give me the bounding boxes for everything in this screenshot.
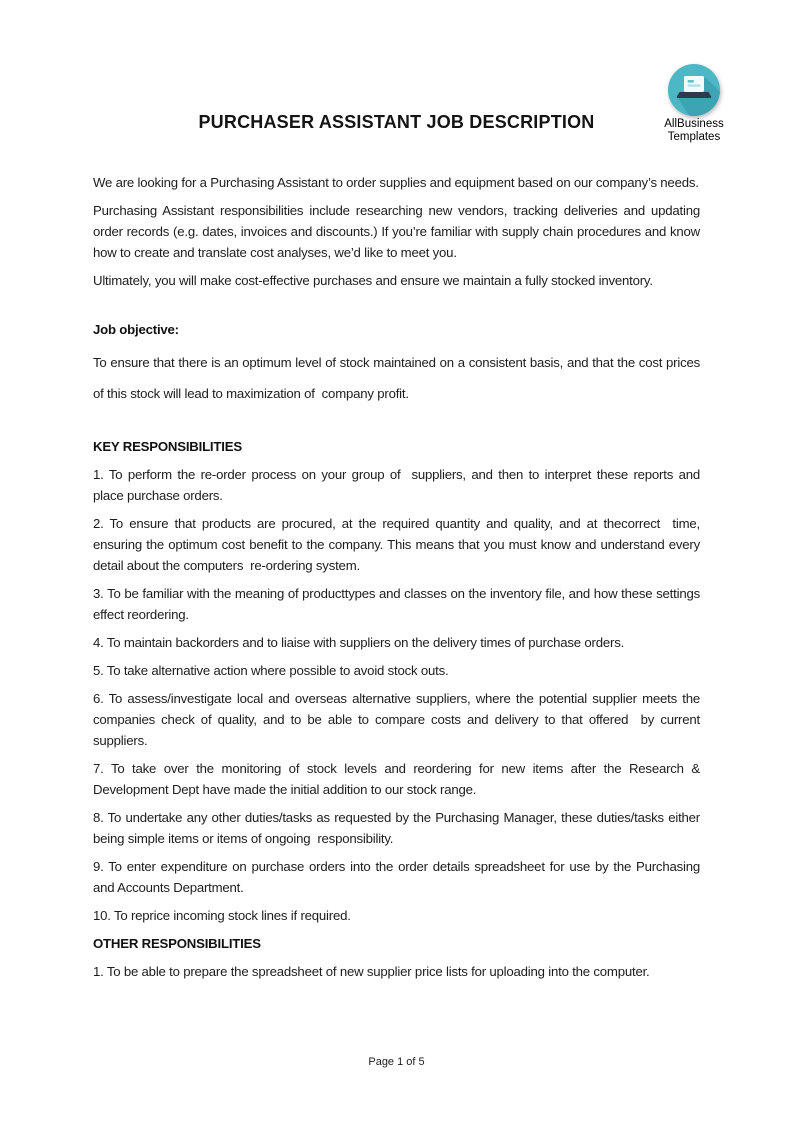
laptop-screen-line-long: [688, 85, 701, 87]
intro-paragraph-3: Ultimately, you will make cost-effective purchases and ensure we maintain a fully stocked inventory.: [93, 273, 653, 288]
intro-paragraph-1: We are looking for a Purchasing Assistant to order supplies and equipment based on our company’s needs.: [93, 175, 699, 190]
key-responsibility-item-3: 3. To be familiar with the meaning of producttypes and classes on the inventory file, and how these settings effect reordering.: [93, 586, 704, 622]
key-responsibility-item-10: 10. To reprice incoming stock lines if required.: [93, 908, 351, 923]
allbusiness-logo: [656, 63, 732, 144]
key-responsibility-item-6: 6. To assess/investigate local and overseas alternative suppliers, where the potential supplier meets the companies check of quality, and to be able to compare costs and delivery to that offered by current suppliers.: [93, 691, 704, 748]
intro-paragraph-2: Purchasing Assistant responsibilities include researching new vendors, tracking deliveries and updating order records (e.g. dates, invoices and discounts.) If you’re familiar with supply chain procedures and know how to create and translate cost analyses, we’d like to meet you.: [93, 203, 704, 260]
document-header: [0, 0, 793, 160]
other-responsibilities-heading: OTHER RESPONSIBILITIES: [93, 936, 261, 951]
other-responsibility-item-1: 1. To be able to prepare the spreadsheet of new supplier price lists for uploading into the computer.: [93, 964, 650, 979]
key-responsibility-item-8: 8. To undertake any other duties/tasks as requested by the Purchasing Manager, these duties/tasks either being simple items or items of ongoing responsibility.: [93, 810, 704, 846]
key-responsibilities-heading: KEY RESPONSIBILITIES: [93, 439, 242, 454]
document-body: [0, 160, 793, 982]
key-responsibility-item-4: 4. To maintain backorders and to liaise with suppliers on the delivery times of purchase orders.: [93, 635, 625, 650]
laptop-base: [677, 92, 711, 98]
logo-text-line2: Templates: [667, 131, 721, 143]
laptop-screen: [684, 76, 704, 92]
logo-text-line1: AllBusiness: [664, 118, 724, 130]
key-responsibility-item-5: 5. To take alternative action where possible to avoid stock outs.: [93, 663, 449, 678]
laptop-screen-line-short: [688, 80, 695, 83]
page-number: Page 1 of 5: [368, 1056, 425, 1068]
laptop-logo-icon: [667, 63, 721, 117]
key-responsibility-item-2: 2. To ensure that products are procured, at the required quantity and quality, and at thecorrect time, ensuring the optimum cost benefit to the company. This means that you must know and understand every detail about the computers re-ordering system.: [93, 516, 704, 573]
key-responsibility-item-1: 1. To perform the re-order process on your group of suppliers, and then to interpret these reports and place purchase orders.: [93, 467, 707, 503]
job-objective-body: To ensure that there is an optimum level of stock maintained on a consistent basis, and that the cost prices of this stock will lead to maximization of company profit.: [93, 355, 704, 401]
key-responsibility-item-9: 9. To enter expenditure on purchase orders into the order details spreadsheet for use by the Purchasing and Accounts Department.: [93, 859, 704, 895]
document-title: PURCHASER ASSISTANT JOB DESCRIPTION: [198, 112, 595, 132]
key-responsibility-item-7: 7. To take over the monitoring of stock levels and reordering for new items after the Research & Development Dept have made the initial addition to our stock range.: [93, 761, 704, 797]
job-objective-heading: Job objective:: [93, 322, 179, 337]
